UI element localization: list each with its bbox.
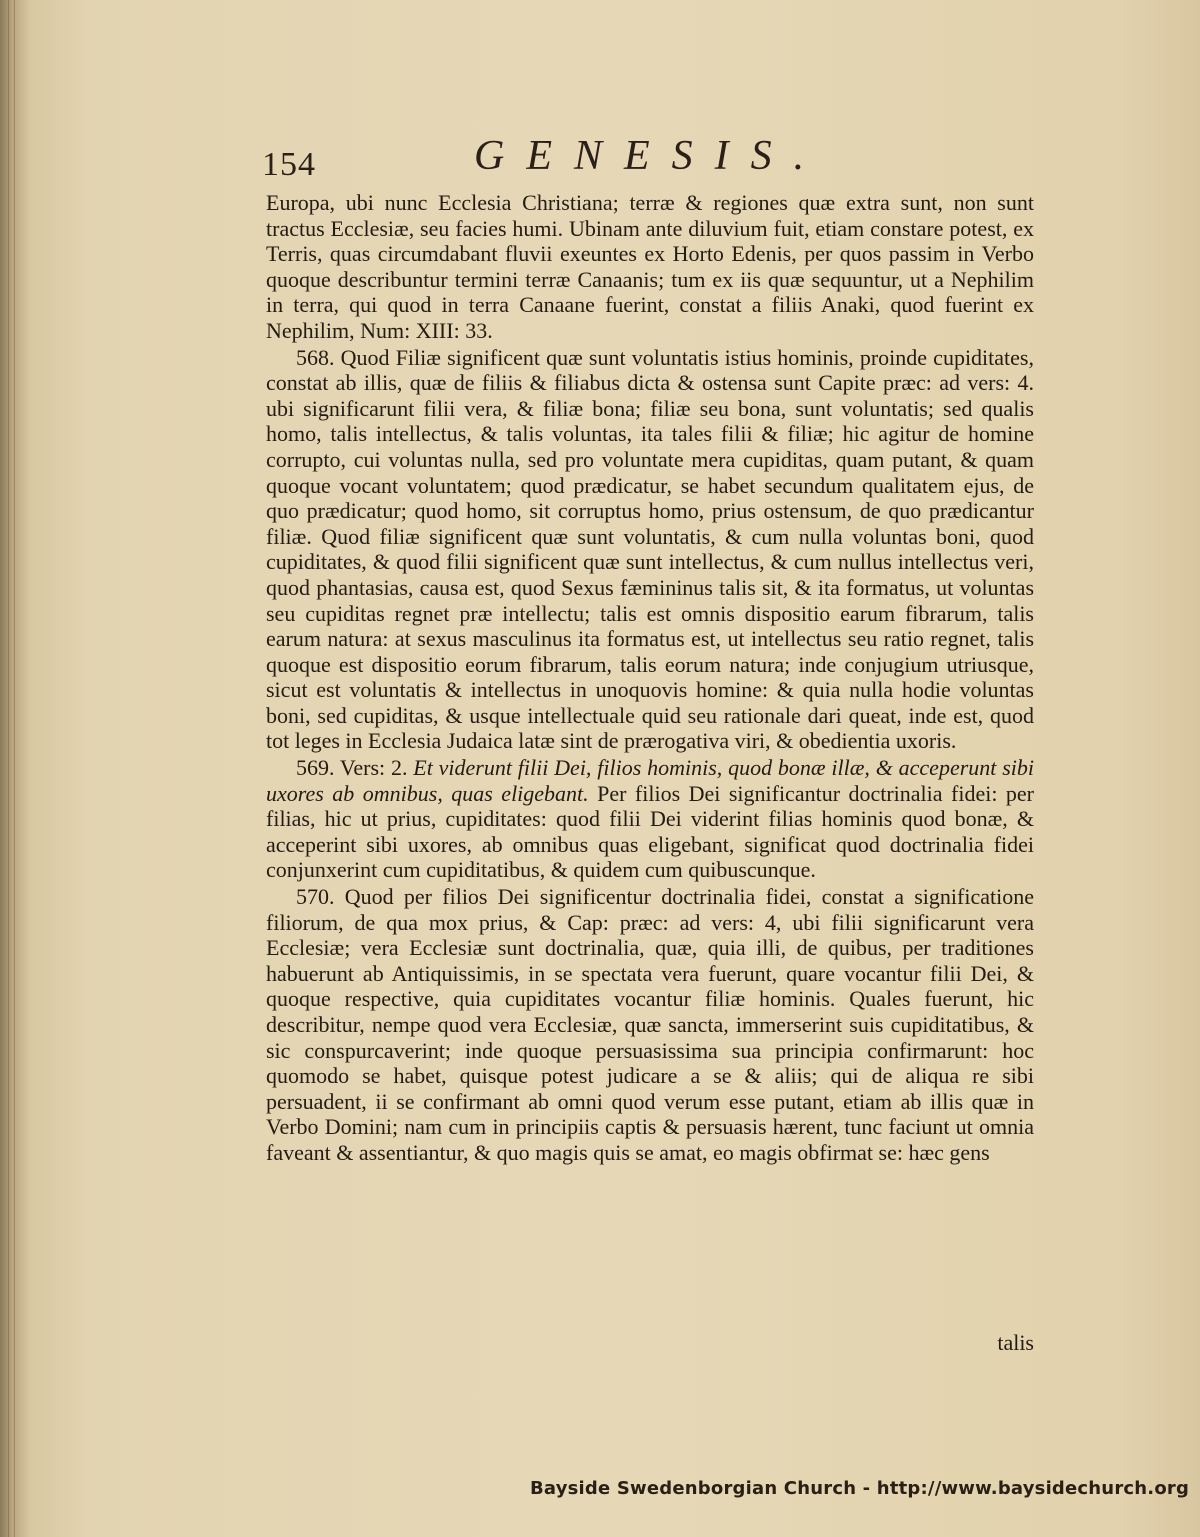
- paragraph-568: 568. Quod Filiæ significent quæ sunt voluntatis istius hominis, proinde cupiditates, constat ab illis, quæ de filiis & filiabus dicta & ostensa sunt Capite præc: ad vers: 4. ubi significarunt filii vera, & filiæ bona; filiæ seu bona, sunt voluntatis; sed qualis homo, talis intellectus, & talis voluntas, ita tales filii & filiæ; hic agitur de homine corrupto, cui voluntas nulla, sed pro voluntate mera cupiditas, quam putant, & quam quoque vocant voluntatem; quod prædicatur, se habet secundum qualitatem ejus, de quo prædicatur; quod homo, sit corruptus homo, prius ostensum, de quo prædicantur filiæ. Quod filiæ significent quæ sunt voluntatis, & cum nulla voluntas boni, quod cupiditates, & quod filii significent quæ sunt intellectus, & cum nullus intellectus veri, quod phantasias, causa est, quod Sexus fæmininus talis sit, & ita formatus, ut voluntas seu cupiditas regnet præ intellectu; talis est omnis dispositio earum fibrarum, talis earum natura: at sexus masculinus ita formatus est, ut intellectus seu ratio regnet, talis quoque est dispositio eorum fibrarum, talis eorum natura; inde conjugium utriusque, sicut est voluntatis & intellectus in unoquovis homine: & quia nulla hodie voluntas boni, sed cupiditas, & usque intellectuale quid seu rationale dari queat, inde est, quod tot leges in Ecclesia Judaica latæ sint de prærogativa viri, & obedientia uxoris.: [266, 344, 1034, 754]
- scripture-quote: Et viderunt filii Dei, filios hominis, quod bonæ illæ, & acceperunt sibi uxores ab omnibus, quas eligebant.: [266, 755, 1034, 806]
- watermark: Bayside Swedenborgian Church - http://www.baysidechurch.org: [530, 1478, 1190, 1499]
- paragraph-569: [266, 755, 1034, 883]
- paragraph-569-lead: 569. Vers: 2.: [296, 755, 414, 781]
- page-header: [262, 132, 1042, 182]
- gutter-shadow: [14, 0, 15, 1537]
- paragraph-570: 570. Quod per filios Dei significentur doctrinalia fidei, constat a significatione filiorum, de qua mox prius, & Cap: præc: ad vers: 4, ubi filii significarunt vera Ecclesiæ; vera Ecclesiæ sunt doctrinalia, quæ, quia illi, de quibus, per traditiones habuerunt ab Antiquissimis, in se spectata vera fuerunt, quare vocantur filii Dei, & quoque respective, quia cupiditates vocantur filiæ hominis. Quales fuerunt, hic describitur, nempe quod vera Ecclesiæ, quæ sancta, immerserint suis cupiditatibus, & sic conspurcaverint; inde quoque persuasissima sua principia confirmarunt: hoc quomodo se habet, quisque potest judicare a se & aliis; qui de aliqua re sibi persuadent, ii se confirmant ab omni quod verum esse putant, etiam ab illis quæ in Verbo Domini; nam cum in principiis captis & persuasis hærent, tunc faciunt ut omnia faveant & assentiantur, & quo magis quis se amat, eo magis obfirmat se: hæc gens: [266, 884, 1034, 1165]
- catchword: talis: [997, 1330, 1034, 1355]
- page-number: 154: [262, 146, 316, 183]
- running-title: GENESIS.: [474, 133, 827, 179]
- paragraph-569-body: Per filios Dei significantur doctrinalia fidei: per filias, hic ut prius, cupiditates: quod filii Dei viderint filias hominis quod bonæ, & acceperint sibi uxores, ab omnibus quas eligebant, significat quod doctrinalia fidei conjunxerint cum cupiditatibus, & quidem cum quibuscunque.: [266, 780, 1034, 883]
- body-text: [266, 190, 1034, 1166]
- paragraph-continuation: Europa, ubi nunc Ecclesia Christiana; terræ & regiones quæ extra sunt, non sunt tractus Ecclesiæ, seu facies humi. Ubinam ante diluvium fuit, etiam constare potest, ex Terris, quas circumdabant fluvii exeuntes ex Horto Edenis, per quos passim in Verbo quoque describuntur termini terræ Canaanis; tum ex iis quæ sequuntur, ut a Nephilim in terra, qui quod in terra Canaane fuerint, constat a filiis Anaki, quod fuerint ex Nephilim, Num: XIII: 33.: [266, 190, 1034, 343]
- gutter-shadow: [8, 0, 9, 1537]
